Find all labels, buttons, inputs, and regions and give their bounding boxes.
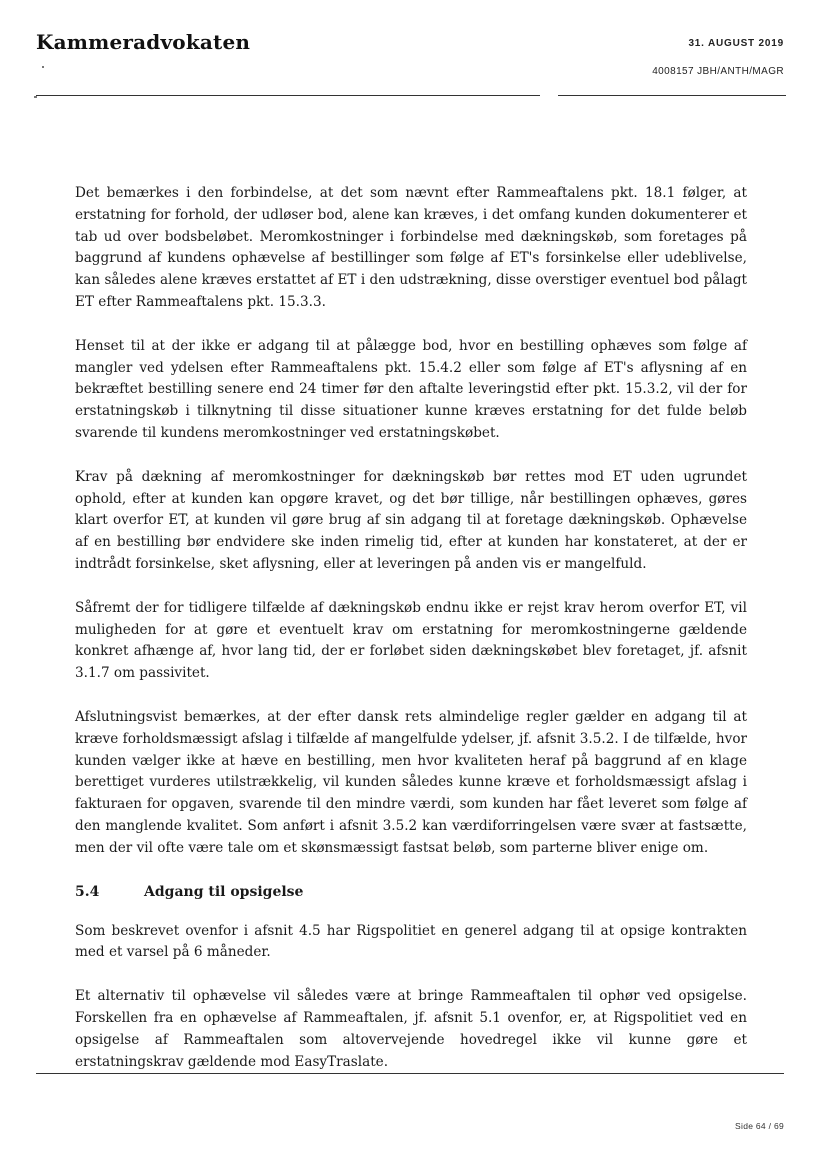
paragraph: Afslutningsvist bemærkes, at der efter dansk rets almindelige regler gælder en adgang til at kræve forholdsmæssigt afslag i tilfælde af mangelfulde ydelser, jf. afsnit 3.5.2. I de tilfælde, hvor kunden vælger ikke at hæve en bestilling, men hvor kvaliteten heraf på baggrund af en klage berettiget vurderes utilstrækkelig, vil kunden således kunne kræve et forholdsmæssigt afslag i fakturaen for opgaven, svarende til den mindre værdi, som kunden har fået leveret som følge af den manglende kvalitet. Som anført i afsnit 3.5.2 kan værdiforringelsen være svær at fastsætte, men der vil ofte være tale om et skønsmæssigt fastsat beløb, som parterne bliver enige om.	[75, 708, 747, 856]
document-date: 31. AUGUST 2019	[688, 38, 784, 49]
paragraph: Krav på dækning af meromkostninger for dækningskøb bør rettes mod ET uden ugrundet ophold, efter at kunden kan opgøre kravet, og det bør tillige, når bestillingen ophæves, gøres klart overfor ET, at kunden vil gøre brug af sin adgang til at foretage dækningskøb. Ophævelse af en bestilling bør endvidere ske inden rimelig tid, efter at kunden har konstateret, at der er indtrådt forsinkelse, sket aflysning, eller at leveringen på anden vis er mangelfuld.	[75, 468, 747, 572]
page-number: Side 64 / 69	[735, 1121, 784, 1131]
section-number: 5.4	[75, 883, 100, 900]
paragraph: Som beskrevet ovenfor i afsnit 4.5 har Rigspolitiet en generel adgang til at opsige kontrakten med et varsel på 6 måneder.	[75, 922, 747, 961]
header-rule-right	[558, 95, 786, 96]
header-rule-left	[36, 95, 540, 96]
paragraph: Såfremt der for tidligere tilfælde af dækningskøb endnu ikke er rejst krav herom overfor ET, vil muligheden for at gøre et eventuelt krav om erstatning for meromkostningerne gældende konkret afhænge af, hvor lang tid, der er forløbet siden dækningskøbet blev foretaget, jf. afsnit 3.1.7 om passivitet.	[75, 599, 747, 682]
footer-rule	[36, 1073, 784, 1074]
paragraph: Et alternativ til ophævelse vil således være at bringe Rammeaftalen til ophør ved opsigelse. Forskellen fra en ophævelse af Rammeaftalen, jf. afsnit 5.1 ovenfor, er, at Rigspolitiet ved en opsigelse af Rammeaftalen som altovervejende hovedregel ikke vil kunne gøre et erstatningskrav gældende mod EasyTraslate.	[75, 988, 747, 1070]
section-title: Adgang til opsigelse	[144, 883, 304, 900]
scan-speck	[34, 96, 37, 98]
paragraph: Det bemærkes i den forbindelse, at det som nævnt efter Rammeaftalens pkt. 18.1 følger, at erstatning for forhold, der udløser bod, alene kan kræves, i det omfang kunden dokumenterer et tab ud over bodsbeløbet. Meromkostninger i forbindelse med dækningskøb, som foretages på baggrund af kundens ophævelse af bestillinger som følge af ET's forsinkelse eller udeblivelse, kan således alene kræves erstattet af ET i den udstrækning, disse overstiger eventuel bod pålagt ET efter Rammeaftalens pkt. 15.3.3.	[75, 185, 747, 310]
paragraph: Henset til at der ikke er adgang til at pålægge bod, hvor en bestilling ophæves som følge af mangler ved ydelsen efter Rammeaftalens pkt. 15.4.2 eller som følge af ET's aflysning af en bekræftet bestilling senere end 24 timer før den aftalte leveringstid efter pkt. 15.3.2, vil der for erstatningskøb i tilknytning til disse situationer kunne kræves erstatning for det fulde beløb svarende til kundens meromkostninger ved erstatningskøbet.	[75, 337, 747, 441]
document-reference: 4008157 JBH/ANTH/MAGR	[652, 66, 784, 77]
document-body	[75, 183, 747, 1095]
scan-speck	[42, 66, 44, 68]
logo: Kammeradvokaten	[36, 30, 251, 54]
section-heading	[75, 882, 747, 902]
